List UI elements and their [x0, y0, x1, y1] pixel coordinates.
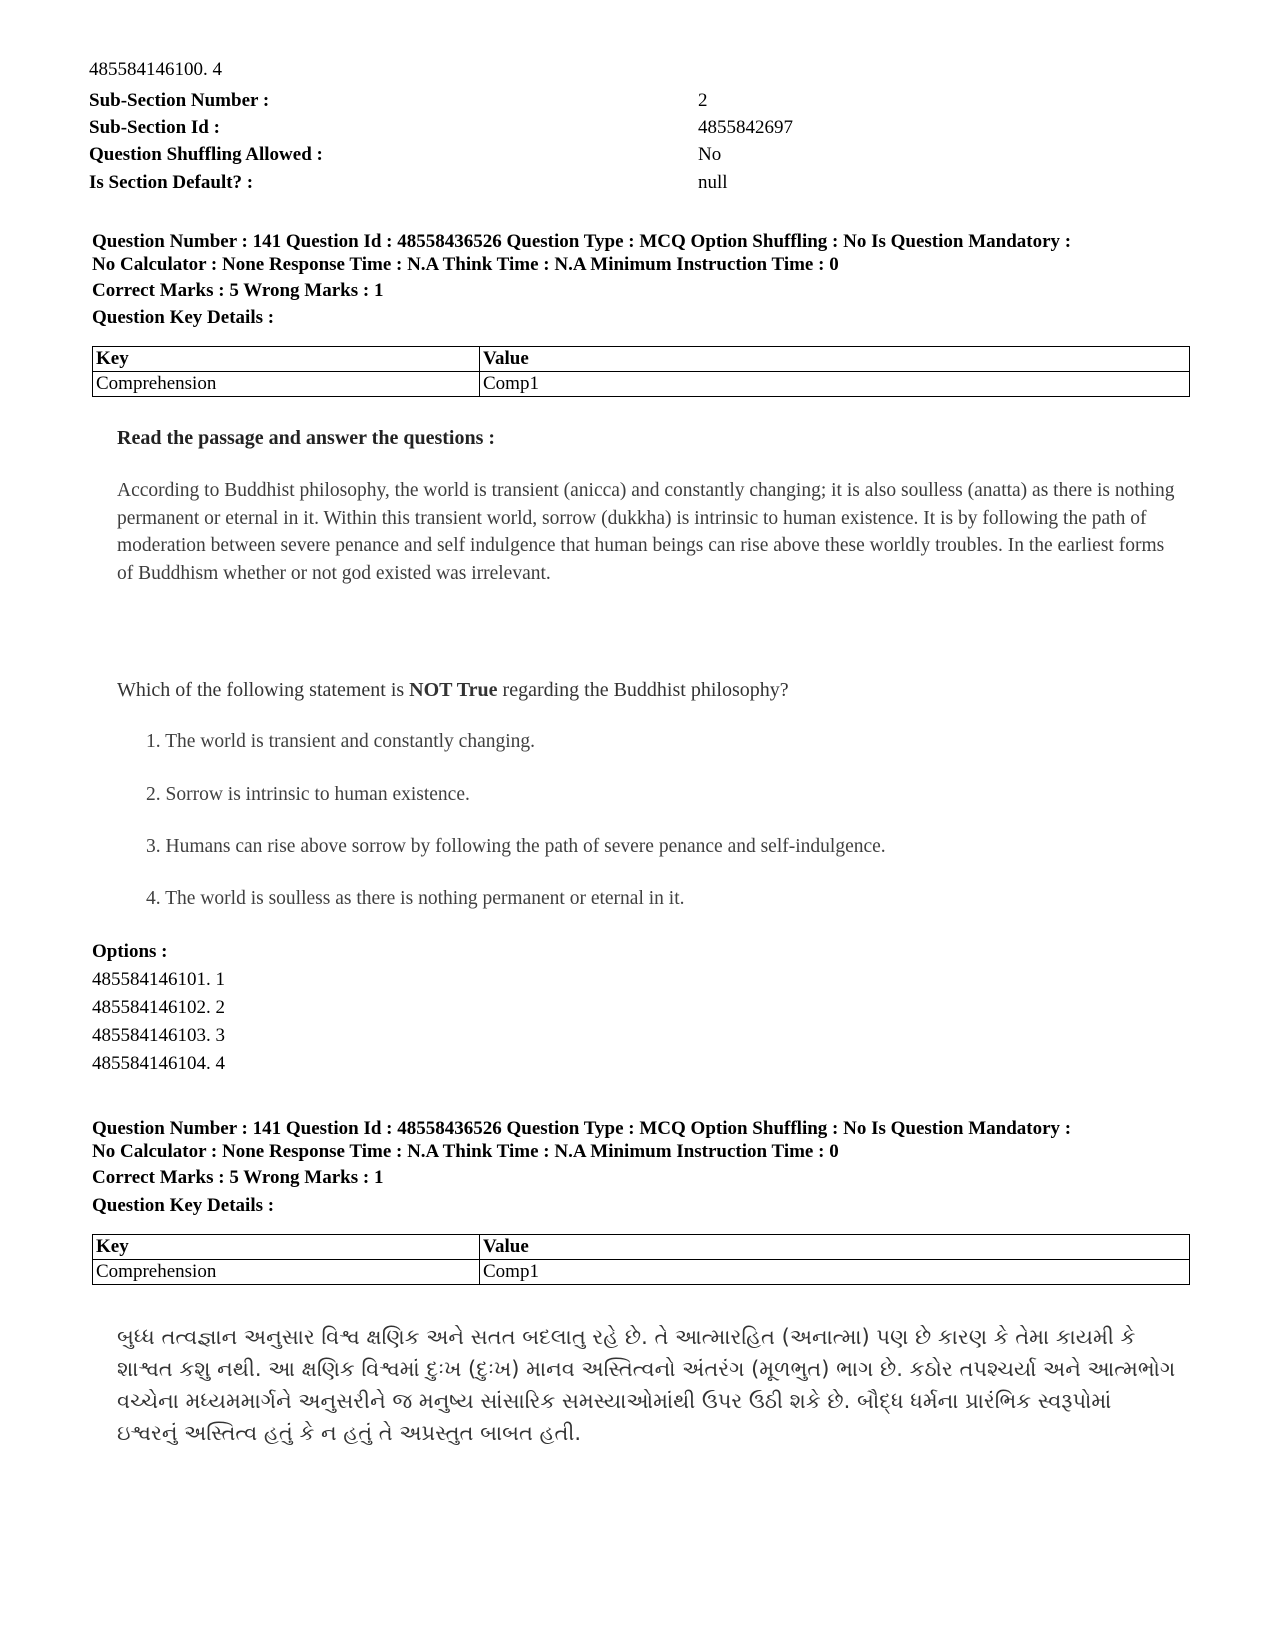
q2-key-table-row — [93, 1260, 1190, 1285]
question-shuffling-label: Question Shuffling Allowed : — [89, 144, 323, 165]
choice-1: 1. The world is transient and constantly changing. — [146, 731, 536, 752]
subsection-number-value: 2 — [698, 90, 708, 111]
choice-3: 3. Humans can rise above sorrow by following the path of severe penance and self-indulgence. — [146, 836, 886, 857]
q1-option-1: 485584146101. 1 — [92, 969, 225, 990]
q2-header-line2: No Calculator : None Response Time : N.A Think Time : N.A Minimum Instruction Time : 0 — [92, 1141, 839, 1162]
q2-value-header: Value — [480, 1235, 1190, 1260]
q2-value-cell: Comp1 — [480, 1260, 1190, 1285]
q1-header-line1: Question Number : 141 Question Id : 48558436526 Question Type : MCQ Option Shuffling : No Is Question Mandatory : — [92, 231, 1072, 252]
question-suffix: regarding the Buddhist philosophy? — [497, 679, 789, 701]
subsection-id-label: Sub-Section Id : — [89, 117, 220, 138]
q1-key-details-label: Question Key Details : — [92, 307, 275, 328]
q2-marks: Correct Marks : 5 Wrong Marks : 1 — [92, 1167, 384, 1188]
q1-key-table-header — [93, 347, 1190, 372]
question-shuffling-value: No — [698, 144, 722, 165]
q1-option-4: 485584146104. 4 — [92, 1053, 225, 1074]
top-option-line: 485584146100. 4 — [89, 59, 222, 80]
subsection-id-value: 4855842697 — [698, 117, 793, 138]
q1-option-2: 485584146102. 2 — [92, 997, 225, 1018]
q1-marks: Correct Marks : 5 Wrong Marks : 1 — [92, 280, 384, 301]
question-text — [117, 679, 789, 702]
q1-header-line2: No Calculator : None Response Time : N.A Think Time : N.A Minimum Instruction Time : 0 — [92, 254, 839, 275]
q2-key-table — [92, 1234, 1190, 1285]
q1-options-label: Options : — [92, 941, 168, 962]
gujarati-passage: બુધ્ધ તત્વજ્ઞાન અનુસાર વિશ્વ ક્ષણિક અને સતત બદલાતુ રહે છે. તે આત્મારહિત (અનાત્મા) પણ છે કારણ કે તેમા કાયમી કે શાશ્વત કશુ નથી. આ ક્ષણિક વિશ્વમાં દુઃખ (દુઃખ) માનવ અસ્તિત્વનો અંતરંગ (મૂળભુત) ભાગ છે. કઠોર તપશ્ચર્યા અને આત્મભોગ વચ્ચેના મધ્યમમાર્ગને અનુસરીને જ મનુષ્ય સાંસારિક સમસ્યાઓમાંથી ઉપર ઉઠી શકે છે. બૌદ્ધ ધર્મના પ્રારંભિક સ્વરૂપોમાં ઇશ્વરનું અસ્તિત્વ હતું કે ન હતું તે અપ્રસ્તુત બાબત હતી. — [117, 1325, 1176, 1445]
q1-value-header: Value — [480, 347, 1190, 372]
section-default-label: Is Section Default? : — [89, 172, 254, 193]
subsection-number-label: Sub-Section Number : — [89, 90, 270, 111]
q2-key-cell: Comprehension — [93, 1260, 480, 1285]
q1-option-3: 485584146103. 3 — [92, 1025, 225, 1046]
choice-2: 2. Sorrow is intrinsic to human existence. — [146, 784, 470, 805]
passage-text: According to Buddhist philosophy, the world is transient (anicca) and constantly changing; it is also soulless (anatta) as there is nothing permanent or eternal in it. Within this transient world, sorrow (dukkha) is intrinsic to human existence. It is by following the path of moderation between severe penance and self indulgence that human beings can rise above these worldly troubles. In the earliest forms of Buddhism whether or not god existed was irrelevant. — [117, 480, 1175, 584]
question-emphasis: NOT True — [409, 679, 498, 701]
q1-key-table-row — [93, 372, 1190, 397]
q1-key-header: Key — [93, 347, 480, 372]
q2-key-details-label: Question Key Details : — [92, 1195, 275, 1216]
question-prefix: Which of the following statement is — [117, 679, 410, 701]
choice-4: 4. The world is soulless as there is nothing permanent or eternal in it. — [146, 888, 685, 909]
passage-heading: Read the passage and answer the questions : — [117, 427, 496, 449]
q1-key-cell: Comprehension — [93, 372, 480, 397]
q2-key-table-header — [93, 1235, 1190, 1260]
q1-value-cell: Comp1 — [480, 372, 1190, 397]
q2-key-header: Key — [93, 1235, 480, 1260]
q2-header-line1: Question Number : 141 Question Id : 48558436526 Question Type : MCQ Option Shuffling : No Is Question Mandatory : — [92, 1118, 1072, 1139]
q1-key-table — [92, 346, 1190, 397]
section-default-value: null — [698, 172, 728, 193]
